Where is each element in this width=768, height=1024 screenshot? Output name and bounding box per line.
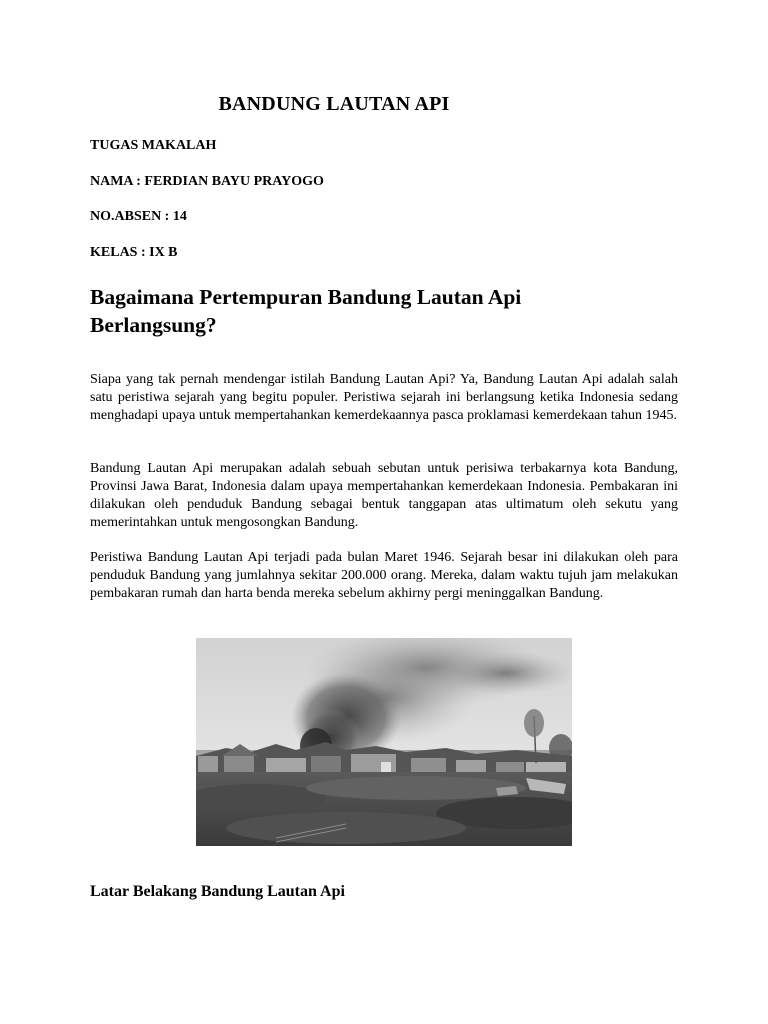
paragraph-2: Bandung Lautan Api merupakan adalah sebuah sebutan untuk perisiwa terbakarnya kota Bandung, Provinsi Jawa Barat, Indonesia dalam upaya mempertahankan kemerdekaan Indonesia. Pembakaran ini dilakukan oleh penduduk Bandung sebagai bentuk tanggapan atas ultimatum oleh sekutu yang memerintahkan untuk mengosongkan Bandung. — [90, 461, 678, 530]
paragraph-3: Peristiwa Bandung Lautan Api terjadi pada bulan Maret 1946. Sejarah besar ini dilakukan oleh para penduduk Bandung yang jumlahnya sekitar 200.000 orang. Mereka, dalam waktu tujuh jam melakukan pembakaran rumah dan harta benda mereka sebelum akhirny pergi meninggalkan Bandung. — [90, 550, 678, 601]
section-subheading: Latar Belakang Bandung Lautan Api — [90, 883, 345, 900]
document-title: BANDUNG LAUTAN API — [218, 93, 450, 115]
section-heading: Bagaimana Pertempuran Bandung Lautan Api Berlangsung? — [90, 285, 522, 337]
student-absen: NO.ABSEN : 14 — [90, 209, 187, 224]
paragraph-1: Siapa yang tak pernah mendengar istilah Bandung Lautan Api? Ya, Bandung Lautan Api adalah salah satu peristiwa sejarah yang begitu populer. Peristiwa sejarah ini berlangsung ketika Indonesia sedang menghadapi upaya untuk mempertahankan kemerdekaannya pasca proklamasi kemerdekaan tahun 1945. — [90, 372, 678, 423]
student-class: KELAS : IX B — [90, 245, 178, 260]
historical-photo — [196, 638, 572, 846]
assignment-label: TUGAS MAKALAH — [90, 138, 217, 153]
student-name: NAMA : FERDIAN BAYU PRAYOGO — [90, 174, 324, 189]
